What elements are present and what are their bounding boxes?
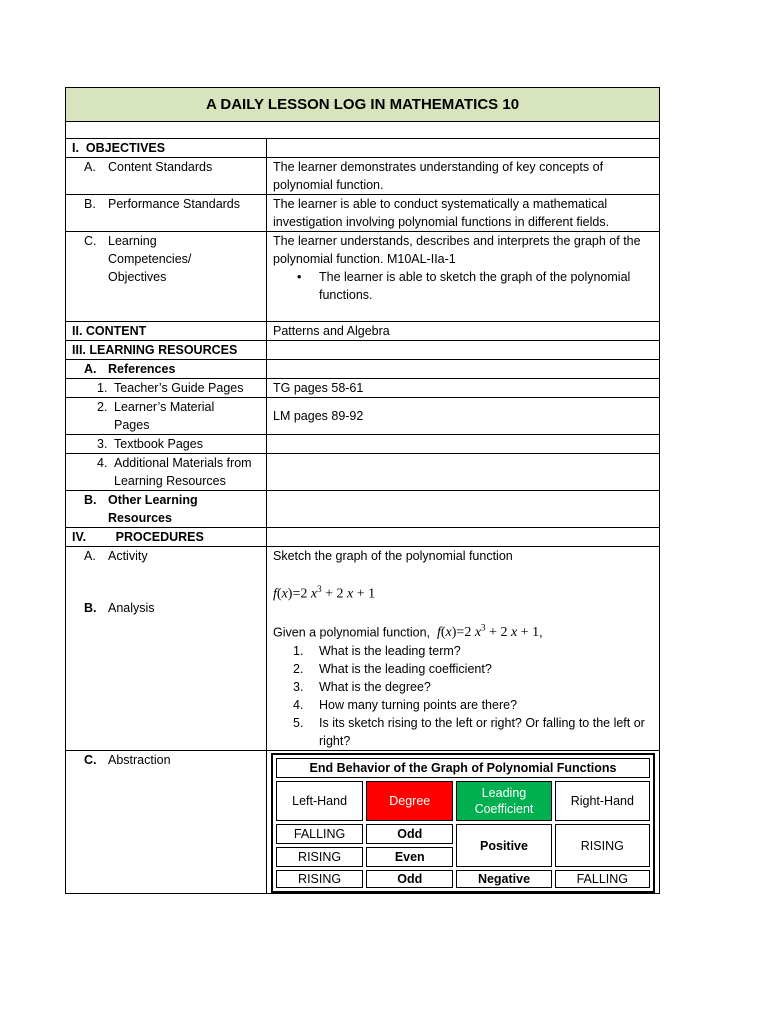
func-coef: 2 — [300, 586, 308, 602]
func-exp: 3 — [481, 622, 486, 633]
content-standards-mark: A. — [84, 160, 96, 174]
func-name: f — [436, 625, 441, 641]
list-item — [293, 714, 653, 750]
references-value — [267, 360, 660, 379]
analysis-mark: B. — [84, 601, 97, 615]
func-var: x — [510, 625, 518, 641]
textbook-pages-value — [267, 435, 660, 454]
list-item — [293, 642, 653, 660]
sketch-instruction: Sketch the graph of the polynomial function — [273, 549, 513, 563]
degree-header: Degree — [366, 781, 453, 821]
func-exp: 3 — [317, 584, 322, 594]
textbook-pages-text: Textbook Pages — [114, 437, 203, 451]
question-text: What is the leading term? — [319, 644, 461, 659]
func-var: x — [346, 586, 354, 602]
learners-material-mark: 2. — [97, 400, 108, 414]
learning-resources-value — [267, 341, 660, 360]
content-value: Patterns and Algebra — [267, 322, 660, 341]
textbook-pages-mark: 3. — [97, 437, 108, 451]
question-text: How many turning points are there? — [319, 698, 518, 713]
learners-material-value: LM pages 89-92 — [267, 398, 660, 435]
end-behavior-title: End Behavior of the Graph of Polynomial Functions — [276, 758, 650, 778]
lesson-log-table — [65, 87, 660, 894]
procedures-label: PROCEDURES — [115, 530, 204, 544]
polynomial-function: f(x)=2 $x^3 + 2$ x + 1 — [273, 584, 376, 602]
spacer-row — [66, 122, 660, 139]
teachers-guide-label — [66, 379, 267, 398]
teachers-guide-value: TG pages 58-61 — [267, 379, 660, 398]
additional-materials-value — [267, 454, 660, 491]
activity-text: Activity — [108, 549, 148, 563]
func-var: x — [474, 625, 482, 641]
list-item — [293, 696, 653, 714]
additional-materials-mark: 4. — [97, 456, 108, 470]
question-mark: 1. — [293, 644, 304, 659]
learning-competencies-text-value: The learner understands, describes and interprets the graph of the polynomial function. M10AL-IIa-1 — [273, 234, 641, 266]
learning-competencies-mark: C. — [84, 234, 97, 248]
procedures-value — [267, 528, 660, 547]
references-mark: A. — [84, 362, 97, 376]
teachers-guide-text: Teacher’s Guide Pages — [114, 381, 244, 395]
learning-competencies-value — [267, 232, 660, 322]
learners-material-label — [66, 398, 267, 435]
performance-standards-label — [66, 195, 267, 232]
question-text: Is its sketch rising to the left or right? Or falling to the left or right? — [319, 716, 645, 749]
content-label: II. CONTENT — [66, 322, 267, 341]
additional-materials-label — [66, 454, 267, 491]
activity-analysis-value — [267, 547, 660, 751]
objectives-label: OBJECTIVES — [85, 141, 166, 155]
objectives-num: I. — [72, 141, 79, 155]
procedures-heading — [66, 528, 267, 547]
performance-standards-value: The learner is able to conduct systematically a mathematical investigation involving polynomial functions in different fields. — [267, 195, 660, 232]
additional-materials-text: Additional Materials from Learning Resources — [114, 456, 252, 488]
other-resources-label — [66, 491, 267, 528]
abstraction-label — [66, 751, 267, 894]
func-rest: + 2 — [489, 625, 508, 641]
question-mark: 5. — [293, 716, 304, 731]
row1-degree: Odd — [366, 824, 453, 844]
learning-competencies-text: Learning Competencies/ Objectives — [108, 234, 192, 284]
question-text: What is the leading coefficient? — [319, 662, 492, 677]
right-hand-header: Right-Hand — [555, 781, 650, 821]
row1-left: FALLING — [276, 824, 363, 844]
list-item — [293, 660, 653, 678]
row3-coef: Negative — [456, 870, 551, 888]
question-mark: 4. — [293, 698, 304, 713]
row2-left: RISING — [276, 847, 363, 867]
func-var: x — [445, 625, 452, 641]
func-const: + 1 — [520, 625, 540, 641]
performance-standards-text: Performance Standards — [108, 197, 241, 211]
func-rest: + 2 — [325, 586, 344, 602]
teachers-guide-mark: 1. — [97, 381, 108, 395]
row3-right: FALLING — [555, 870, 650, 888]
references-label — [66, 360, 267, 379]
other-resources-text: Other Learning Resources — [108, 493, 198, 525]
func-name: f — [273, 586, 277, 602]
objectives-heading — [66, 139, 267, 158]
left-hand-header: Left-Hand — [276, 781, 363, 821]
positive-right: RISING — [555, 824, 650, 867]
learners-material-text: Learner’s Material Pages — [114, 400, 215, 432]
func-var: x — [310, 586, 318, 602]
objectives-value — [267, 139, 660, 158]
row3-left: RISING — [276, 870, 363, 888]
content-standards-label — [66, 158, 267, 195]
bullet-mark: • — [297, 270, 302, 284]
abstraction-mark: C. — [84, 753, 97, 768]
other-resources-value — [267, 491, 660, 528]
content-standards-text: Content Standards — [108, 160, 213, 174]
learning-resources-label: III. LEARNING RESOURCES — [66, 341, 267, 360]
given-line: Given a polynomial function, f(x)=2 $x^3 + 2$ x + 1, — [273, 622, 543, 641]
page-title: A DAILY LESSON LOG IN MATHEMATICS 10 — [66, 88, 660, 122]
end-behavior-table — [271, 753, 655, 893]
question-text: What is the degree? — [319, 680, 431, 695]
abstraction-text: Abstraction — [108, 753, 171, 768]
other-resources-mark: B. — [84, 493, 97, 507]
func-var: x — [281, 586, 288, 602]
activity-analysis-label — [66, 547, 267, 751]
references-text: References — [108, 362, 176, 376]
list-item — [293, 678, 653, 696]
func-const: + 1 — [356, 586, 376, 602]
analysis-text: Analysis — [108, 601, 155, 615]
question-list — [273, 642, 653, 750]
func-coef: 2 — [464, 625, 472, 641]
procedures-num: IV. — [72, 530, 87, 544]
row3-degree: Odd — [366, 870, 453, 888]
activity-mark: A. — [84, 549, 96, 563]
question-mark: 2. — [293, 662, 304, 677]
positive-coef: Positive — [456, 824, 551, 867]
given-text: Given a polynomial function, — [273, 625, 431, 640]
content-standards-value: The learner demonstrates understanding of key concepts of polynomial function. — [267, 158, 660, 195]
row2-degree: Even — [366, 847, 453, 867]
textbook-pages-label — [66, 435, 267, 454]
question-mark: 3. — [293, 680, 304, 695]
learning-competencies-label — [66, 232, 267, 322]
abstraction-value — [267, 751, 660, 894]
leading-coefficient-header: Leading Coefficient — [456, 781, 551, 821]
performance-standards-mark: B. — [84, 197, 96, 211]
learning-competencies-bullet: The learner is able to sketch the graph of the polynomial functions. — [319, 270, 631, 302]
